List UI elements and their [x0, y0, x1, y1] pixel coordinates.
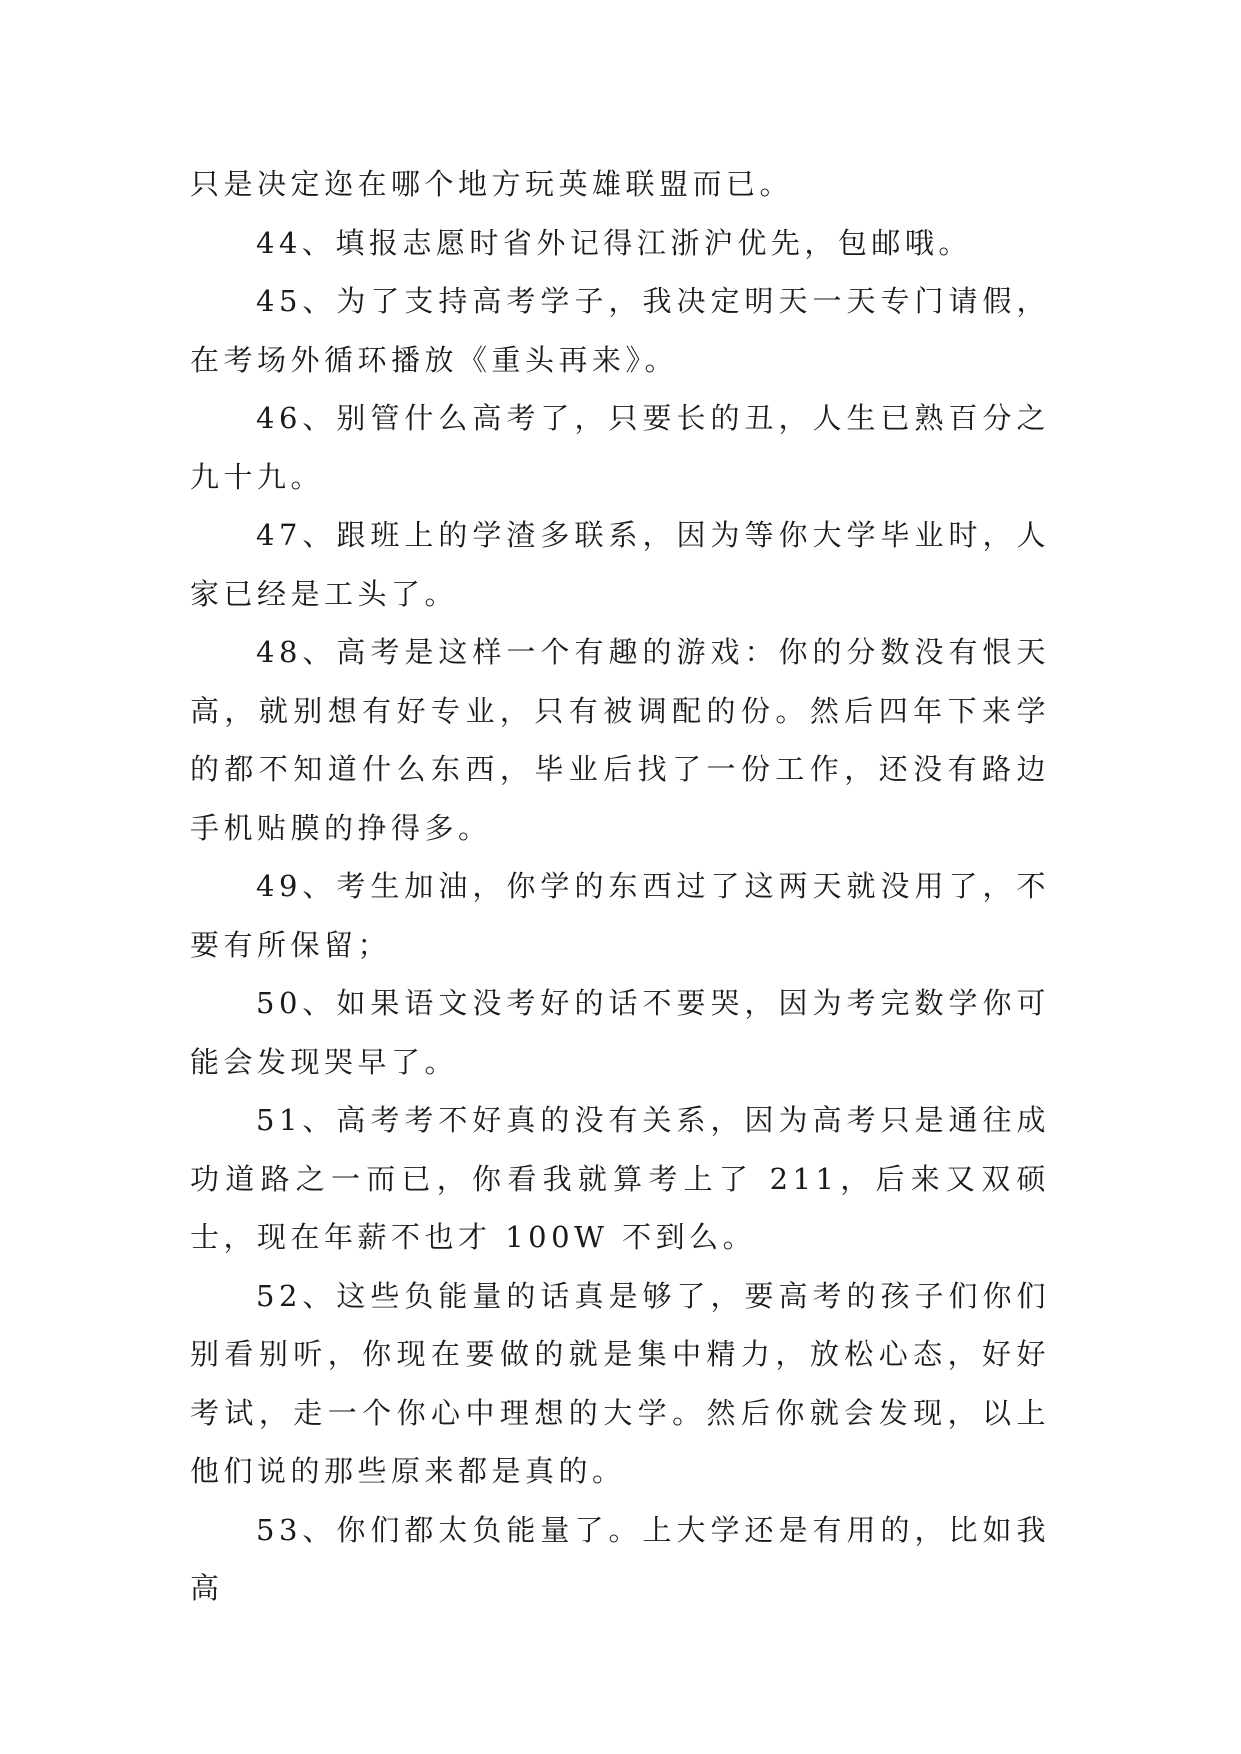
paragraph: 只是决定迩在哪个地方玩英雄联盟而已。	[190, 167, 794, 201]
paragraph: 44、填报志愿时省外记得江浙沪优先，包邮哦。	[256, 225, 972, 260]
paragraph: 51、高考考不好真的没有关系，因为高考只是通往成功道路之一而已，你看我就算考上了 211，后来又双硕士，现在年薪不也才 100W 不到么。	[190, 1103, 1050, 1254]
paragraph: 49、考生加油，你学的东西过了这两天就没用了，不要有所保留；	[190, 869, 1050, 962]
paragraph: 46、别管什么高考了，只要长的丑，人生已熟百分之九十九。	[190, 401, 1050, 494]
paragraph: 50、如果语文没考好的话不要哭，因为考完数学你可能会发现哭早了。	[190, 986, 1050, 1079]
paragraph: 48、高考是这样一个有趣的游戏：你的分数没有恨天高，就别想有好专业，只有被调配的份。然后四年下来学的都不知道什么东西，毕业后找了一份工作，还没有路边手机贴膜的挣得多。	[190, 635, 1050, 845]
document-body	[190, 155, 1050, 1618]
paragraph: 52、这些负能量的话真是够了，要高考的孩子们你们别看别听，你现在要做的就是集中精力，放松心态，好好考试，走一个你心中理想的大学。然后你就会发现，以上他们说的那些原来都是真的。	[190, 1278, 1050, 1488]
paragraph: 53、你们都太负能量了。上大学还是有用的，比如我高	[190, 1512, 1050, 1605]
paragraph: 47、跟班上的学渣多联系，因为等你大学毕业时，人家已经是工头了。	[190, 518, 1050, 611]
paragraph: 45、为了支持高考学子，我决定明天一天专门请假，在考场外循环播放《重头再来》。	[190, 284, 1050, 377]
